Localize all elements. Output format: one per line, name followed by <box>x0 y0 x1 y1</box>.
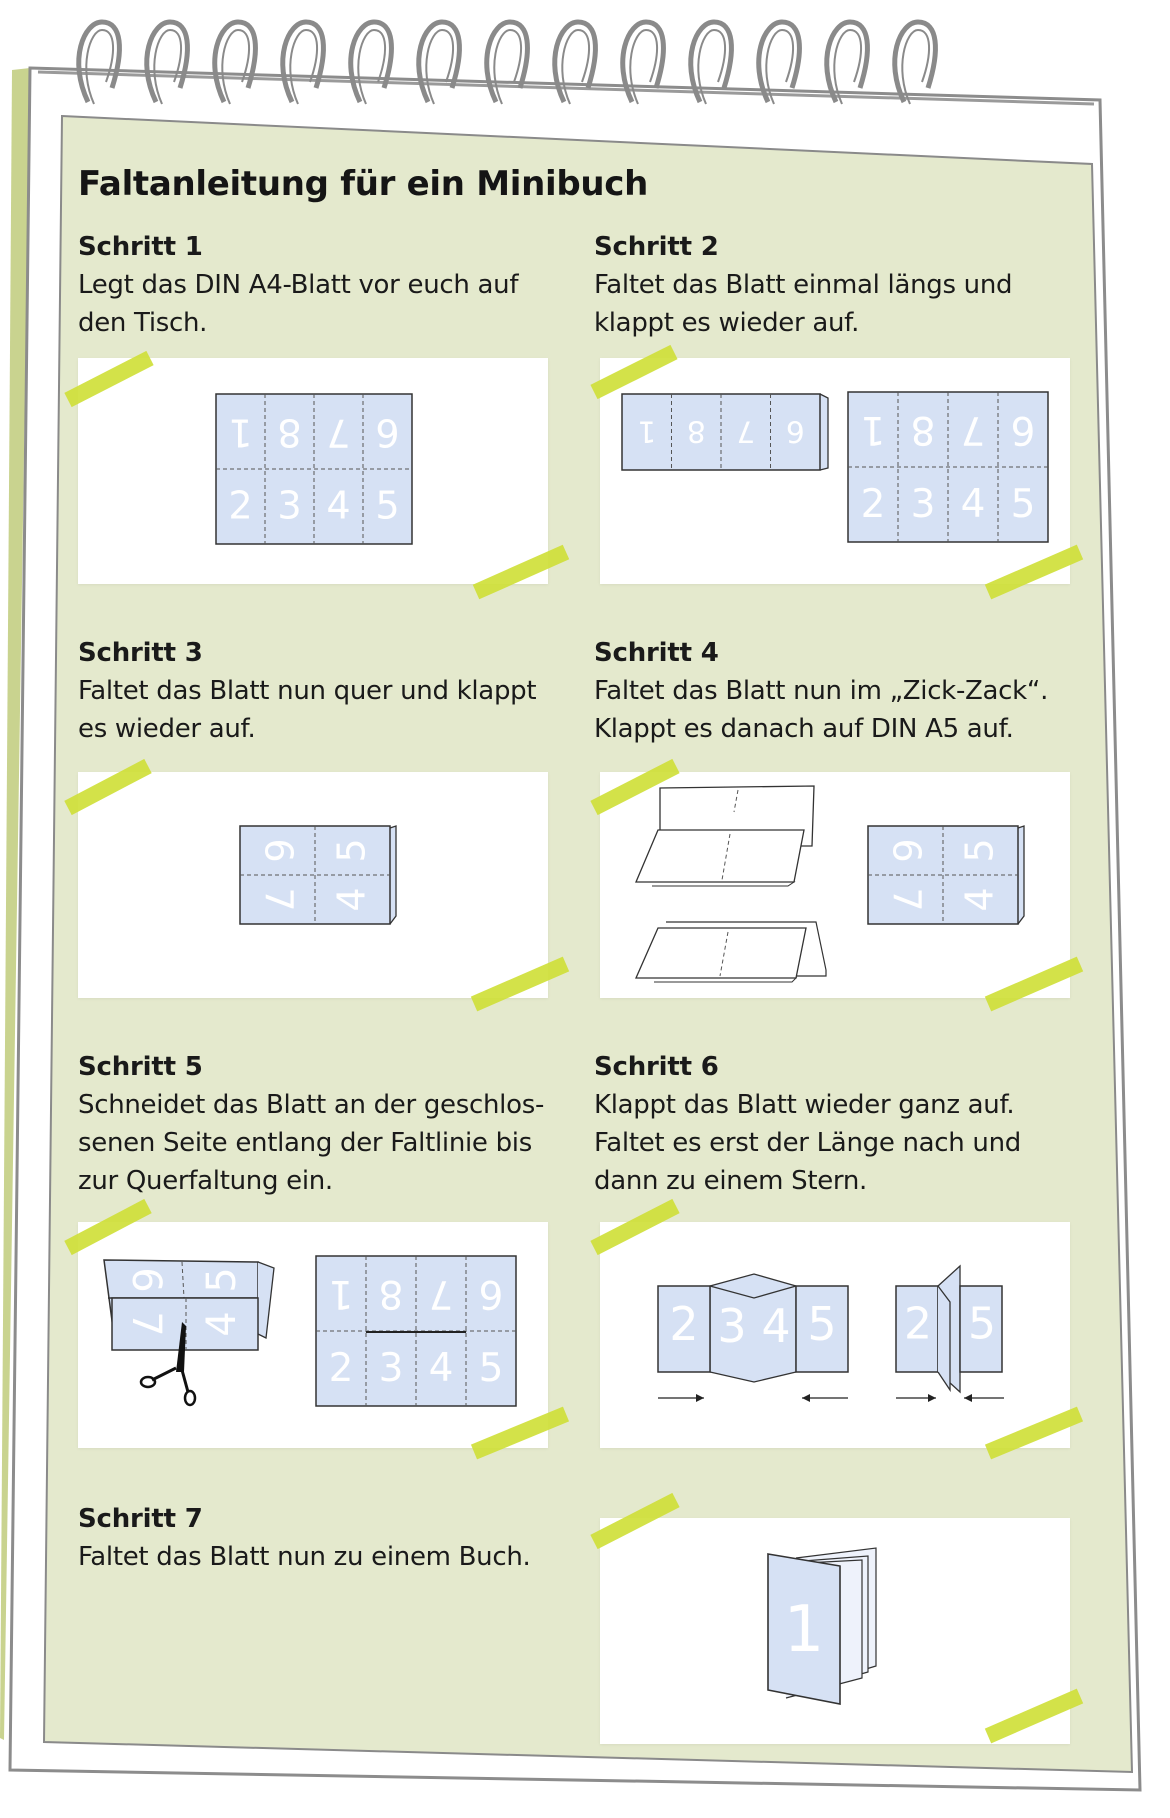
arrow-right-icon <box>896 1394 936 1402</box>
sheet-digit: 6 <box>785 414 805 450</box>
sheet-digit: 6 <box>375 409 400 454</box>
sheet-digit: 5 <box>807 1297 837 1351</box>
sheet-digit: 1 <box>228 409 253 454</box>
step-1-label: Schritt 1 <box>78 232 203 262</box>
sheet-digit: 6 <box>478 1271 504 1316</box>
sheet-digit: 3 <box>717 1299 747 1353</box>
step-7-text: Faltet das Blatt nun zu einem Buch. <box>78 1542 531 1572</box>
sheet-digit: 8 <box>378 1271 404 1316</box>
sheet-digit: 2 <box>904 1298 932 1350</box>
sheet-digit: 5 <box>968 1298 996 1350</box>
sheet-digit: 7 <box>326 409 351 454</box>
step-2 <box>594 228 1064 342</box>
sheet-digit: 5 <box>199 1267 245 1293</box>
sheet-star-fold <box>896 1266 1002 1392</box>
step-3-illustration <box>78 772 548 998</box>
arrow-right-icon <box>658 1394 704 1402</box>
spiral-ring-icon <box>895 22 936 102</box>
step-2-illustration <box>600 358 1070 584</box>
step-7-label: Schritt 7 <box>78 1504 203 1534</box>
sheet-digit: 7 <box>736 414 756 450</box>
step-4-illustration <box>600 772 1070 998</box>
sheet-digit: 4 <box>761 1299 791 1353</box>
sheet-digit: 2 <box>328 1346 354 1391</box>
sheet-digit: 4 <box>199 1311 245 1337</box>
step-5 <box>78 1048 548 1200</box>
sheet-digit: 4 <box>326 484 351 529</box>
sheet-digit: 1 <box>860 407 886 452</box>
sheet-cut <box>104 1260 274 1350</box>
step-3 <box>78 634 548 748</box>
sheet-digit: 3 <box>378 1346 404 1391</box>
sheet-digit: 6 <box>255 838 300 863</box>
zigzag-sheet-top <box>636 786 814 886</box>
step-5-label: Schritt 5 <box>78 1052 203 1082</box>
sheet-digit: 7 <box>255 887 300 912</box>
sheet-a5-zigzag <box>868 826 1024 924</box>
sheet-digit: 1 <box>328 1271 354 1316</box>
step-1 <box>78 228 548 342</box>
sheet-a5-crossfold <box>240 826 396 924</box>
step-1-text: Legt das DIN A4-Blatt vor euch auf den Tisch. <box>78 270 519 338</box>
arrow-left-icon <box>964 1394 1004 1402</box>
sheet-digit: 1 <box>637 414 657 450</box>
step-5-text: Schneidet das Blatt an der geschlos- senen Seite entlang der Faltlinie bis zur Querfaltung ein. <box>78 1090 545 1196</box>
step-7 <box>78 1500 548 1576</box>
sheet-digit: 7 <box>883 887 928 912</box>
sheet-digit: 5 <box>330 838 375 863</box>
sheet-digit: 7 <box>428 1271 454 1316</box>
sheet-digit: 2 <box>860 482 886 527</box>
sheet-digit: 5 <box>375 484 400 529</box>
step-4-label: Schritt 4 <box>594 638 719 668</box>
spiral-ring-icon <box>902 30 929 104</box>
page-title: Faltanleitung für ein Minibuch <box>78 164 649 204</box>
sheet-a4 <box>216 394 412 544</box>
minibook <box>768 1548 876 1704</box>
sheet-digit: 2 <box>669 1297 699 1351</box>
sheet-unfolded <box>848 392 1048 542</box>
step-3-label: Schritt 3 <box>78 638 203 668</box>
arrow-left-icon <box>802 1394 848 1402</box>
sheet-lengthwise-fold <box>658 1274 848 1382</box>
step-5-illustration <box>78 1222 548 1448</box>
step-6-label: Schritt 6 <box>594 1052 719 1082</box>
step-1-illustration <box>78 358 548 584</box>
sheet-digit: 5 <box>1010 482 1036 527</box>
sheet-digit: 7 <box>123 1311 169 1337</box>
sheet-digit: 2 <box>228 484 253 529</box>
step-7-illustration <box>600 1518 1070 1744</box>
sheet-digit: 5 <box>958 838 1003 863</box>
zigzag-sheet-bottom <box>636 922 826 982</box>
sheet-digit: 4 <box>960 482 986 527</box>
sheet-digit: 8 <box>910 407 936 452</box>
sheet-digit: 8 <box>277 409 302 454</box>
book-cover-digit: 1 <box>783 1593 825 1667</box>
step-6 <box>594 1048 1064 1200</box>
step-3-text: Faltet das Blatt nun quer und klappt es wieder auf. <box>78 676 537 744</box>
sheet-digit: 4 <box>958 887 1003 912</box>
step-2-text: Faltet das Blatt einmal längs und klappt es wieder auf. <box>594 270 1013 338</box>
sheet-digit: 6 <box>1010 407 1036 452</box>
step-4-text: Faltet das Blatt nun im „Zick-Zack“. Klappt es danach auf DIN A5 auf. <box>594 676 1049 744</box>
spiral-ring-icon <box>827 22 868 102</box>
step-2-label: Schritt 2 <box>594 232 719 262</box>
sheet-digit: 3 <box>277 484 302 529</box>
step-6-text: Klappt das Blatt wieder ganz auf. Faltet es erst der Länge nach und dann zu einem Stern. <box>594 1090 1021 1196</box>
sheet-digit: 4 <box>428 1346 454 1391</box>
sheet-back <box>820 394 828 470</box>
sheet-digit: 5 <box>478 1346 504 1391</box>
sheet-digit: 3 <box>910 482 936 527</box>
sheet-folded-lengthwise <box>622 394 820 470</box>
sheet-digit: 8 <box>686 414 706 450</box>
sheet-digit: 6 <box>123 1267 169 1293</box>
sheet-digit: 4 <box>330 887 375 912</box>
step-4 <box>594 634 1064 748</box>
sheet-digit: 7 <box>960 407 986 452</box>
step-6-illustration <box>600 1222 1070 1448</box>
sheet-digit: 6 <box>883 838 928 863</box>
